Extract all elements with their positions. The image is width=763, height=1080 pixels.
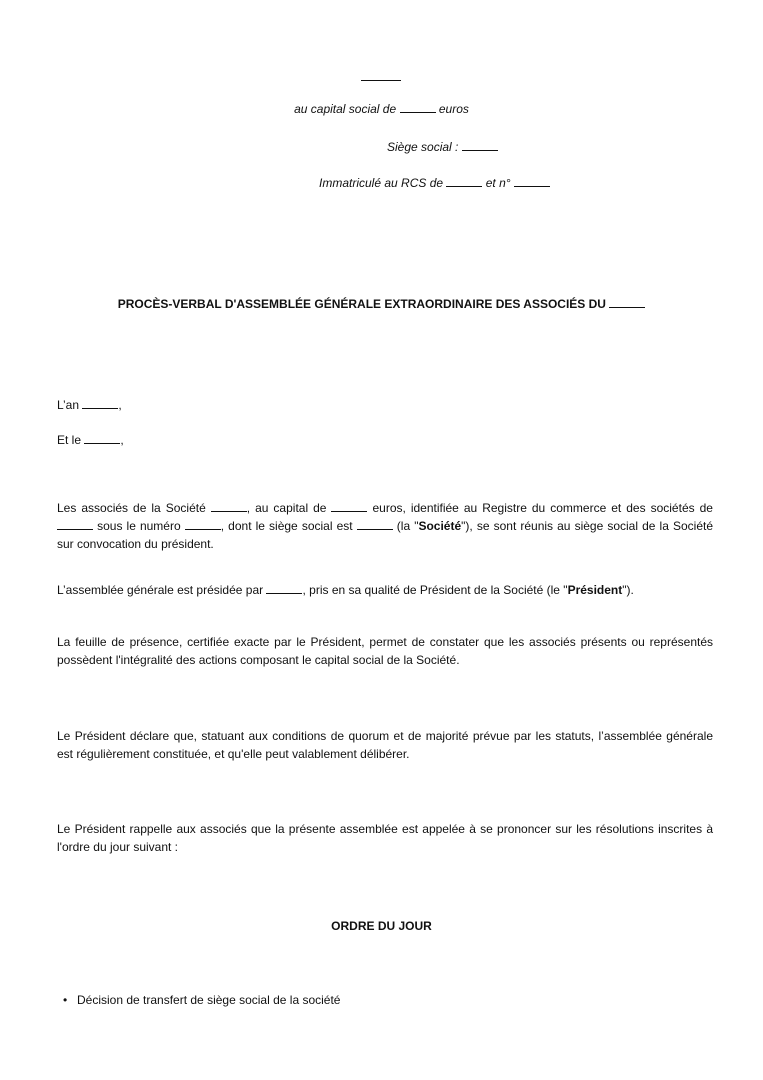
rcs-mid: et n° (485, 176, 511, 190)
rcs-city-blank (446, 176, 482, 187)
paragraph-societe (57, 499, 713, 553)
document-title-text: PROCÈS-VERBAL D'ASSEMBLÉE GÉNÉRALE EXTRAORDINAIRE DES ASSOCIÉS DU (117, 297, 606, 311)
header-siege-line (387, 140, 498, 154)
capital-blank (400, 102, 436, 113)
title-date-blank (609, 297, 645, 308)
ordre-du-jour-heading: ORDRE DU JOUR (331, 919, 432, 933)
header-capital-line (0, 102, 763, 116)
p1-text-e: , dont le siège social est (220, 519, 353, 533)
p2-text-b: , pris en sa qualité de Président de la Société (le " (302, 583, 568, 597)
year-comma: , (118, 398, 122, 412)
societe-name-blank (211, 501, 247, 512)
president-name-blank (266, 583, 302, 594)
date-label: Et le (57, 433, 82, 447)
president-defined-term: Président (567, 583, 623, 597)
capital-prefix: au capital social de (294, 102, 397, 116)
societe-defined-term: Société (418, 519, 462, 533)
year-blank (82, 398, 118, 409)
p1-text-g: "), se sont réunis au siège social de la Société sur convocation du président. (57, 519, 713, 551)
p1-text-b: , au capital de (246, 501, 327, 515)
date-blank (84, 433, 120, 444)
agenda-item: • Décision de transfert de siège social de la société (77, 993, 340, 1007)
paragraph-ordre-intro: Le Président rappelle aux associés que la présente assemblée est appelée à se prononcer sur les résolutions inscrites à l'ordre du jour suivant : (57, 822, 713, 854)
siege-blank-2 (357, 519, 393, 530)
siege-label: Siège social : (387, 140, 459, 154)
p2-text-a: L’assemblée générale est présidée par (57, 583, 264, 597)
company-name-blank (361, 72, 401, 81)
paragraph-presidence (57, 581, 713, 599)
siege-blank (462, 140, 498, 151)
p1-text-a: Les associés de la Société (57, 501, 206, 515)
rcs-prefix: Immatriculé au RCS de (319, 176, 444, 190)
agenda-list (57, 993, 340, 1007)
year-label: L’an (57, 398, 80, 412)
rcs-number-blank-2 (185, 519, 221, 530)
p1-text-d: sous le numéro (97, 519, 181, 533)
capital-suffix: euros (438, 102, 469, 116)
paragraph-feuille-presence: La feuille de présence, certifiée exacte par le Président, permet de constater que les associés présents ou représentés possèdent l'intégralité des actions composant le capital social de la Société. (57, 635, 713, 667)
paragraph-quorum: Le Président déclare que, statuant aux conditions de quorum et de majorité prévue par les statuts, l’assemblée générale est régulièrement constituée, et qu'elle peut valablement délibérer. (57, 729, 713, 761)
year-line (57, 398, 122, 412)
societe-capital-blank (331, 501, 367, 512)
date-comma: , (120, 433, 124, 447)
header-rcs-line (319, 176, 550, 190)
date-line (57, 433, 124, 447)
rcs-city-blank-2 (57, 519, 93, 530)
document-title (0, 297, 763, 311)
p1-text-c: euros, identifiée au Registre du commerce et des sociétés de (372, 501, 713, 515)
p2-text-c: "). (622, 583, 634, 597)
rcs-number-blank (514, 176, 550, 187)
p1-text-f: (la " (396, 519, 419, 533)
